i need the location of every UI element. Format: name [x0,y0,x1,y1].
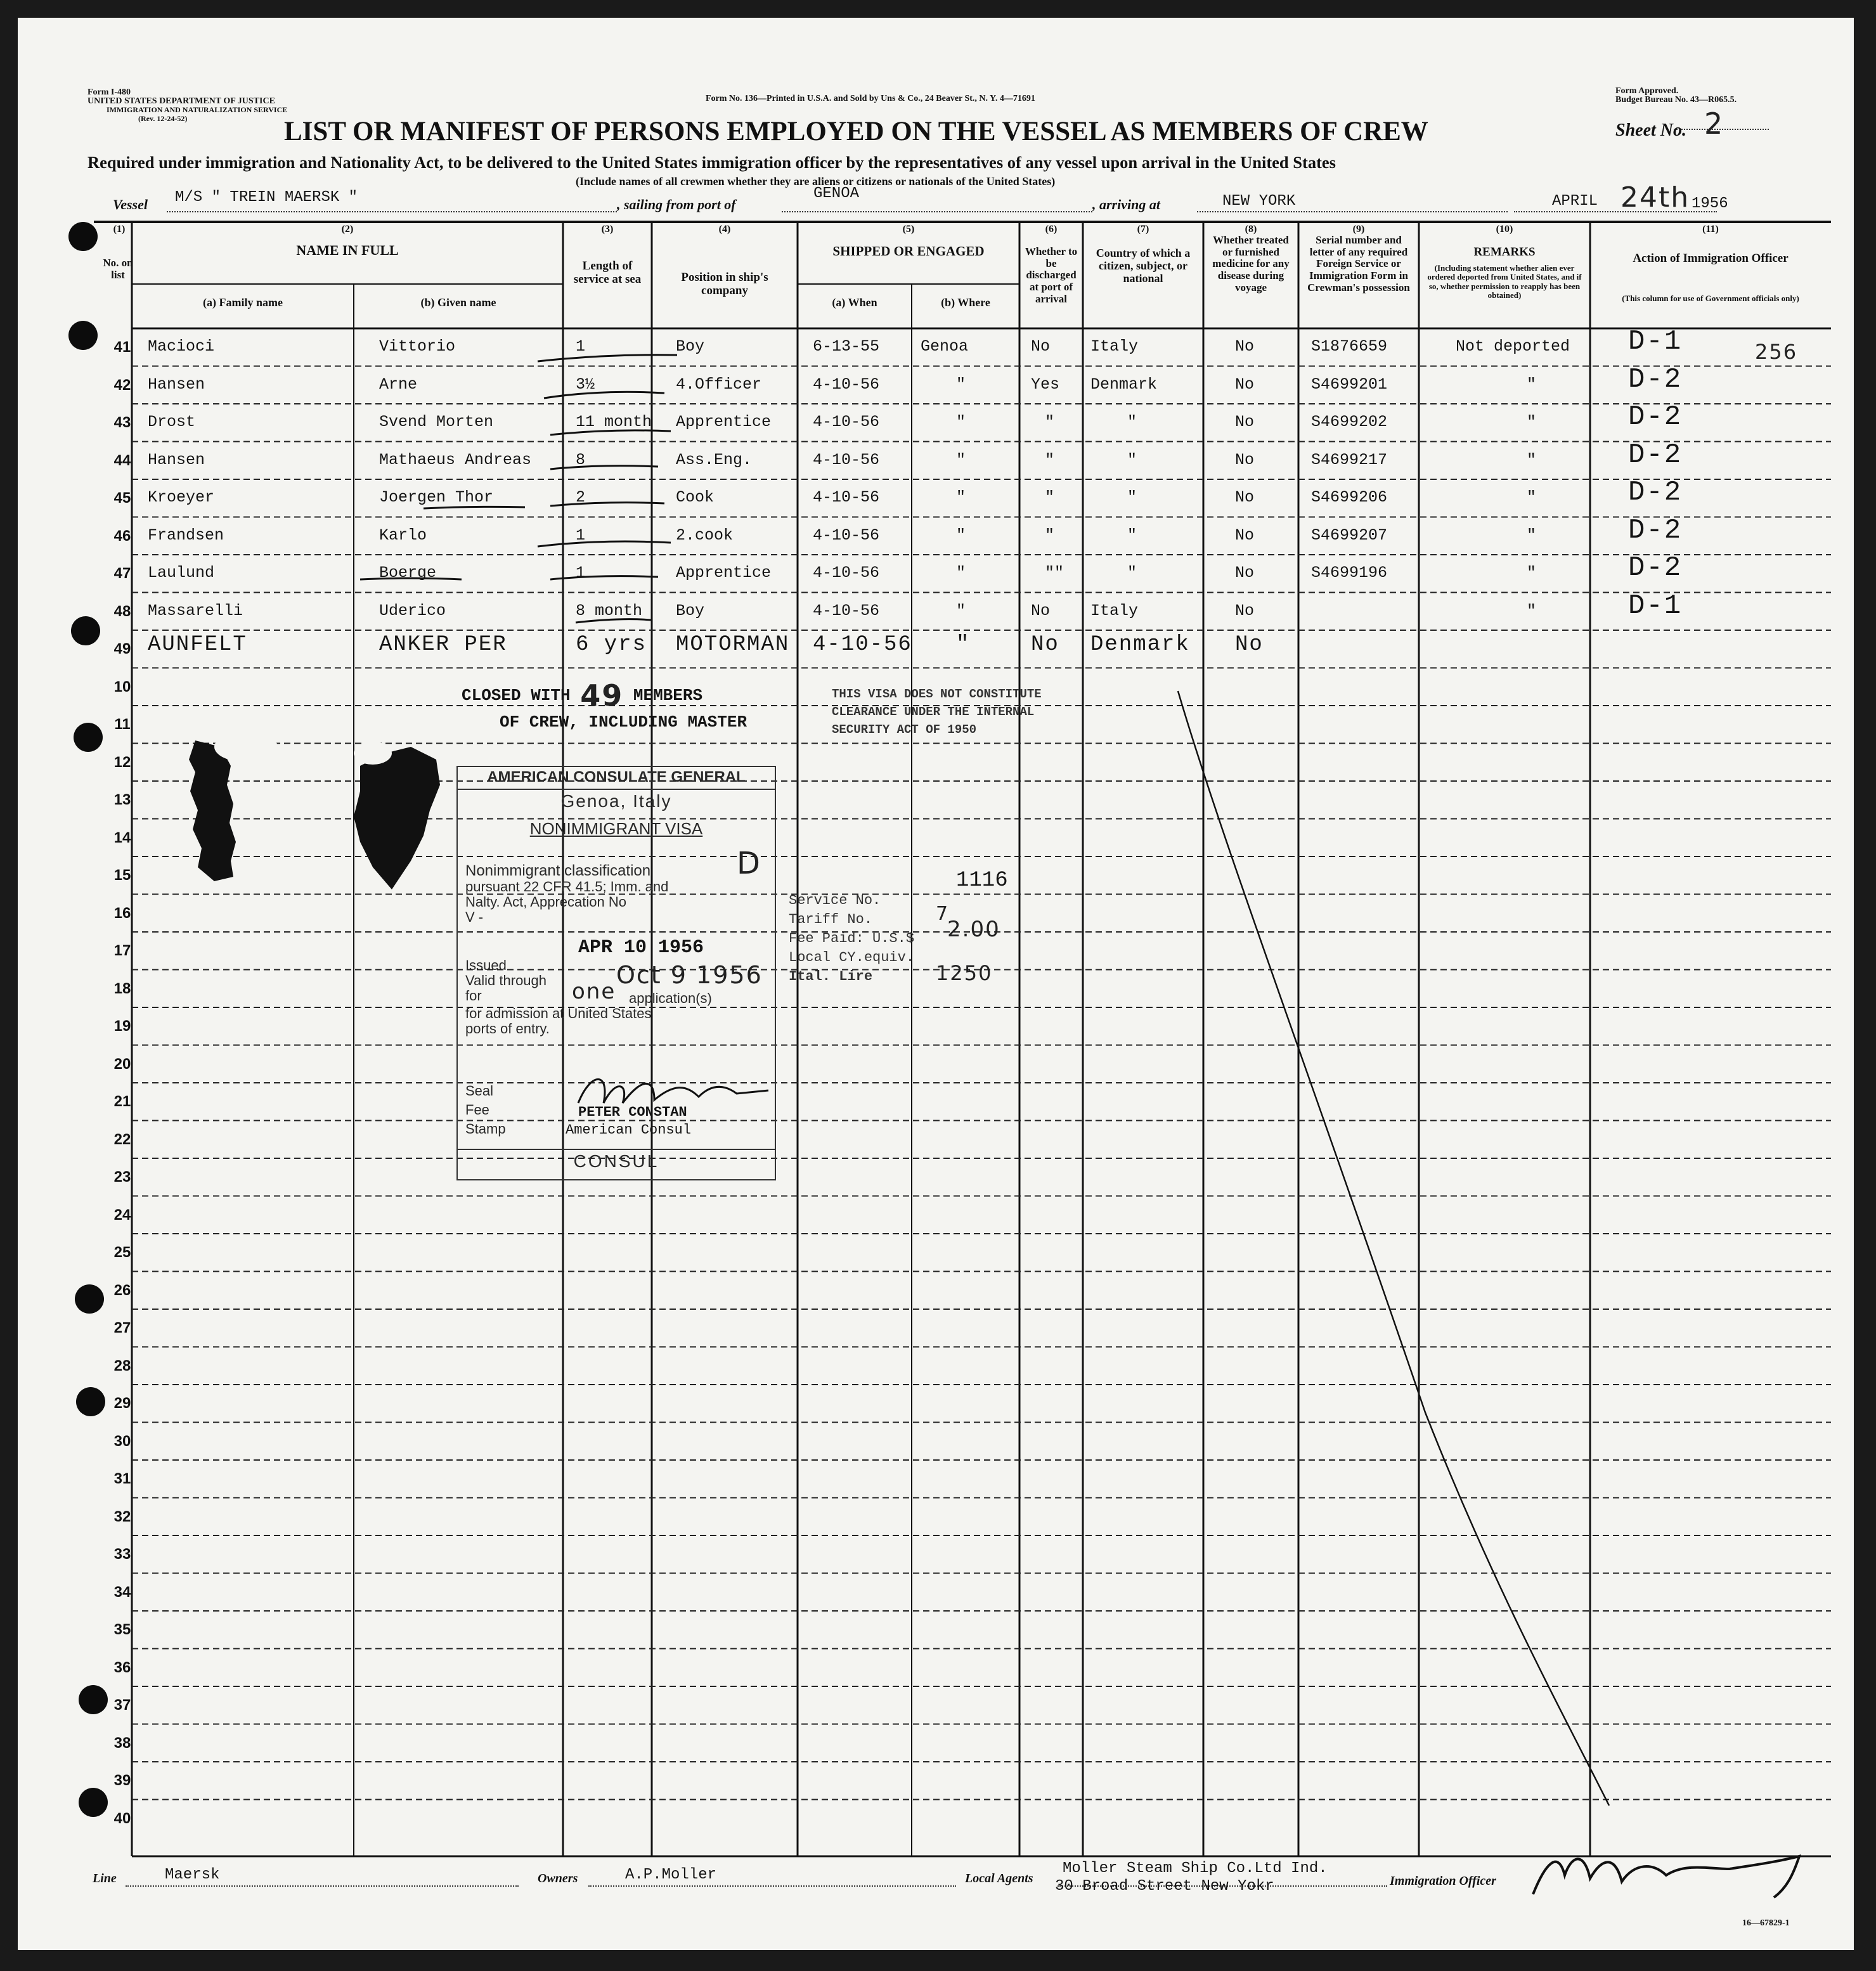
officer-signature [1520,1837,1825,1907]
sailing-port: GENOA [813,185,860,202]
crew-serial: S4699207 [1311,526,1388,545]
printer-note: Form No. 136—Printed in U.S.A. and Sold by Uns & Co., 24 Beaver St., N. Y. 4—71691 [706,94,1035,103]
visa-issued-label: Issued [465,957,507,973]
visa-valid-label: Valid through [465,973,547,988]
crew-medical: No [1235,413,1255,431]
crew-position: Boy [676,337,705,356]
crew-remarks: " [1527,375,1537,394]
fee-paid-amount: 2.00 [947,917,1000,942]
crew-medical: No [1235,337,1255,356]
crew-action: D-2 [1628,552,1683,584]
crew-discharge: " [1045,526,1055,545]
crew-country: Denmark [1090,633,1190,657]
visa-ports: ports of entry. [465,1021,550,1037]
closing-line-2: OF CREW, INCLUDING MASTER [500,713,747,732]
agency-line-2: IMMIGRATION AND NATURALIZATION SERVICE [107,105,288,114]
row-number: 15 [113,867,131,884]
row-number: 30 [113,1432,131,1450]
crew-country: Italy [1090,337,1139,356]
crew-where: " [956,633,971,657]
arriving-label: , arriving at [1092,197,1160,212]
visa-pursuant: pursuant 22 CFR 41.5; Imm. and [465,879,669,895]
row-number: 39 [113,1772,131,1789]
col-1-number: (1) [113,224,126,235]
crew-country: Denmark [1090,375,1158,394]
crew-action: D-2 [1628,401,1683,433]
row-number: 22 [113,1130,131,1148]
col-6-number: (6) [1045,224,1058,235]
crew-remarks: Not deported [1456,337,1570,356]
crew-when: 4-10-56 [813,413,880,431]
crew-country: " [1127,488,1137,507]
crew-family: Hansen [148,450,205,469]
fee-tariff-label: Tariff No. [789,912,873,927]
row-number: 29 [113,1395,131,1412]
footer-owners-label: Owners [538,1871,578,1885]
security-note-1: THIS VISA DOES NOT CONSTITUTE [832,687,1042,701]
crew-medical: No [1235,526,1255,545]
col-family-name: (a) Family name [203,296,283,309]
col-remarks: REMARKS [1473,245,1536,259]
crew-given: Mathaeus Andreas [379,450,532,469]
consul-title: American Consul [566,1122,692,1138]
row-number: 21 [113,1093,131,1110]
col-immigration-action: Action of Immigration Officer [1633,252,1789,265]
side-number-256: 256 [1755,340,1798,364]
crew-discharge: No [1031,633,1059,657]
crew-where: " [956,601,966,620]
crew-action: D-2 [1628,439,1683,471]
security-note-2: CLEARANCE UNDER THE INTERNAL [832,705,1035,719]
crew-action: D-1 [1628,326,1683,358]
fee-lire-amount: 1250 [936,961,993,985]
row-number: 10 [113,678,131,695]
visa-classification-label: Nonimmigrant classification [465,862,651,879]
row-number: 26 [113,1281,131,1299]
crew-position: 2.cook [676,526,734,545]
row-number: 17 [113,942,131,959]
crew-family: Kroeyer [148,488,215,507]
col-medicine: Whether treated or furnished medicine for any disease during voyage [1212,234,1290,294]
crew-when: 6-13-55 [813,337,880,356]
row-number: 23 [113,1168,131,1186]
row-number: 18 [113,979,131,997]
crew-given: ANKER PER [379,633,507,657]
col-length-of-service: Length of service at sea [573,259,642,286]
crew-position: 4.Officer [676,375,762,394]
row-number: 19 [113,1018,131,1035]
crew-service: 8 month [576,601,643,620]
visa-type: NONIMMIGRANT VISA [529,819,703,838]
crew-family: Drost [148,413,196,431]
crew-family: Frandsen [148,526,224,545]
embossed-seal-marks [170,715,468,905]
crew-action: D-2 [1628,363,1683,396]
crew-serial: S4699201 [1311,375,1388,394]
visa-application: application(s) [629,990,712,1006]
fee-tariff-number: 7 [936,903,950,925]
closing-count: 49 [580,678,624,713]
crew-discharge: " [1045,450,1055,469]
crew-given: Vittorio [379,337,456,356]
col-when: (a) When [832,296,877,309]
crew-action: D-2 [1628,477,1683,508]
crew-given: Arne [379,375,418,394]
row-number: 42 [113,376,131,394]
subtitle: Required under immigration and Nationality Act, to be delivered to the United States immigration officer by the representatives of any vessel upon arrival in the United States [87,153,1336,172]
visa-seal: Seal [465,1083,494,1099]
visa-valid-date: Oct 9 1956 [616,961,763,989]
col-4-number: (4) [718,224,731,235]
crew-where: " [956,450,966,469]
fee-paid-label: Fee Paid: U.S.$ [789,931,915,947]
crew-serial: S4699206 [1311,488,1388,507]
sailing-label: , sailing from port of [617,197,736,212]
crew-where: " [956,488,966,507]
agency-line-1: UNITED STATES DEPARTMENT OF JUSTICE [87,96,275,106]
crew-medical: No [1235,633,1264,657]
form-id: Form I-480 [87,87,131,97]
crew-given: Svend Morten [379,413,494,431]
col-9-number: (9) [1352,224,1365,235]
form-revision: (Rev. 12-24-52) [138,114,188,123]
arriving-port: NEW YORK [1222,193,1296,210]
crew-when: 4-10-56 [813,633,912,657]
vessel-name: M/S " TREIN MAERSK " [175,189,358,206]
crew-medical: No [1235,601,1255,620]
crew-position: MOTORMAN [676,633,790,657]
consul-name: PETER CONSTAN [578,1104,687,1120]
row-number: 27 [113,1319,131,1336]
crew-position: Apprentice [676,413,772,431]
crew-where: " [956,375,966,394]
crew-family: Macioci [148,337,215,356]
crew-discharge: " [1045,413,1055,431]
crew-service: 2 [576,488,586,507]
crew-remarks: " [1527,413,1537,431]
col-10-number: (10) [1496,224,1513,235]
row-number: 36 [113,1658,131,1676]
footer-agents-label: Local Agents [965,1871,1033,1885]
col-given-name: (b) Given name [420,296,496,309]
crew-service: 1 [576,564,586,582]
row-number: 46 [113,527,131,545]
crew-service: 8 [576,450,586,469]
fee-local-label: Local CY.equiv. [789,950,915,966]
crew-action: D-2 [1628,514,1683,546]
visa-issued-date: APR 10 1956 [578,937,704,959]
crew-medical: No [1235,488,1255,507]
row-number: 34 [113,1583,131,1601]
footer-line: Maersk [165,1866,220,1884]
row-number: 12 [113,753,131,771]
form-approved: Form Approved. [1615,86,1679,96]
crew-family: Hansen [148,375,205,394]
crew-serial: S1876659 [1311,337,1388,356]
arrival-month: APRIL [1552,193,1598,210]
crew-given: Joergen Thor [379,488,494,507]
footer-officer-label: Immigration Officer [1390,1874,1496,1888]
footer-line-label: Line [93,1871,117,1885]
col-action-note: (This column for use of Government officials only) [1622,294,1799,303]
crew-where: " [956,564,966,582]
sheet-number: 2 [1704,107,1724,141]
crew-service: 11 month [576,413,652,431]
visa-v: V - [465,909,484,925]
visa-fee: Fee [465,1102,489,1118]
crew-service: 6 yrs [576,633,647,657]
crew-family: Laulund [148,564,215,582]
col-where: (b) Where [941,296,990,309]
crew-serial: S4699217 [1311,450,1388,469]
row-number: 31 [113,1470,131,1487]
col-8-number: (8) [1245,224,1257,235]
crew-position: Ass.Eng. [676,450,753,469]
crew-family: AUNFELT [148,633,247,657]
row-number: 33 [113,1546,131,1563]
crew-when: 4-10-56 [813,375,880,394]
visa-admission: for admission at United States [465,1005,652,1021]
arrival-day: 24th [1620,181,1690,214]
fee-service-label: Service No. [789,893,881,908]
row-number: 16 [113,904,131,922]
crew-country: " [1127,413,1137,431]
row-number: 43 [113,414,131,431]
row-number: 32 [113,1508,131,1525]
row-number: 45 [113,489,131,507]
vessel-label: Vessel [113,197,148,212]
crew-discharge: Yes [1031,375,1060,394]
col-11-number: (11) [1702,224,1719,235]
crew-action: D-1 [1628,590,1683,622]
row-number: 20 [113,1055,131,1073]
crew-service: 3½ [576,375,595,394]
col-position: Position in ship's company [681,271,768,297]
visa-stamp [456,766,776,1180]
crew-remarks: " [1527,526,1537,545]
crew-country: " [1127,526,1137,545]
col-serial-number: Serial number and letter of any required Foreign Service or Immigration Form in Crewman's possession [1307,234,1410,294]
crew-country: " [1127,450,1137,469]
crew-remarks: " [1527,601,1537,620]
crew-discharge: " [1045,488,1055,507]
crew-where: " [956,526,966,545]
crew-medical: No [1235,564,1255,582]
row-number: 37 [113,1696,131,1714]
col-country: Country of which a citizen, subject, or national [1096,247,1191,285]
footer-agents-2: 30 Broad Street New Yokr [1055,1878,1274,1895]
crew-medical: No [1235,450,1255,469]
crew-remarks: " [1527,450,1537,469]
arrival-year: 1956 [1692,195,1728,212]
crew-discharge: No [1031,337,1051,356]
row-number: 49 [113,640,131,657]
fee-service-number: 1116 [956,869,1008,893]
row-number: 11 [114,716,131,733]
crew-when: 4-10-56 [813,488,880,507]
crew-serial: S4699202 [1311,413,1388,431]
crew-given: Boerge [379,564,437,582]
col-no-on-list: No. on list [103,257,133,281]
crew-when: 4-10-56 [813,526,880,545]
fee-lire-label: Ital. Lire [789,969,873,985]
row-number: 40 [113,1809,131,1827]
row-number: 47 [113,565,131,582]
crew-discharge: "" [1045,564,1064,582]
visa-one: one [572,979,616,1004]
col-shipped-engaged: SHIPPED OR ENGAGED [832,243,985,259]
footer-owners: A.P.Moller [625,1866,717,1884]
crew-service: 1 [576,526,586,545]
visa-consul: CONSUL [573,1151,659,1171]
security-note-3: SECURITY ACT OF 1950 [832,723,977,737]
row-number: 35 [113,1621,131,1638]
row-number: 13 [113,791,131,808]
crew-given: Karlo [379,526,427,545]
crew-discharge: No [1031,601,1051,620]
row-number: 48 [113,602,131,620]
crew-where: " [956,413,966,431]
crew-remarks: " [1527,564,1537,582]
row-number: 41 [113,339,131,356]
row-number: 24 [113,1206,131,1224]
footer-agents-1: Moller Steam Ship Co.Ltd Ind. [1063,1860,1328,1877]
crew-where: Genoa [921,337,969,356]
visa-nalty: Nalty. Act, Apprecation No [465,894,626,910]
row-number: 28 [113,1357,131,1374]
crew-family: Massarelli [148,601,243,620]
col-name-in-full: NAME IN FULL [296,242,399,258]
budget-bureau: Budget Bureau No. 43—R065.5. [1615,95,1737,105]
visa-classification: D [737,846,761,881]
row-number: 14 [113,829,131,846]
visa-for: for [465,988,482,1004]
crew-medical: No [1235,375,1255,394]
col-3-number: (3) [601,224,614,235]
visa-city: Genoa, Italy [560,791,672,811]
crew-when: 4-10-56 [813,450,880,469]
col-discharged: Whether to be discharged at port of arrival [1025,245,1078,305]
crew-position: Cook [676,488,715,507]
manifest-title: LIST OR MANIFEST OF PERSONS EMPLOYED ON THE VESSEL AS MEMBERS OF CREW [284,117,1428,146]
footer-form-code: 16—67829-1 [1742,1918,1790,1928]
crew-country: " [1127,564,1137,582]
crew-serial: S4699196 [1311,564,1388,582]
crew-given: Uderico [379,601,446,620]
manifest-document [18,18,1854,1950]
crew-when: 4-10-56 [813,564,880,582]
crew-country: Italy [1090,601,1139,620]
col-2-number: (2) [341,224,354,235]
row-number: 38 [113,1734,131,1752]
row-number: 44 [113,451,131,469]
include-note: (Include names of all crewmen whether they are aliens or citizens or nationals of the United States) [576,175,1056,188]
visa-consulate: AMERICAN CONSULATE GENERAL [487,768,746,785]
sheet-label: Sheet No. [1615,120,1686,140]
col-7-number: (7) [1137,224,1149,235]
visa-stamp-label: Stamp [465,1121,506,1137]
col-remarks-note: (Including statement whether alien ever ordered deported from United States, and if so, whether permission to reapply has been obtained) [1427,263,1582,300]
crew-position: Boy [676,601,705,620]
row-number: 25 [113,1244,131,1261]
crew-service: 1 [576,337,586,356]
crew-position: Apprentice [676,564,772,582]
crew-remarks: " [1527,488,1537,507]
crew-when: 4-10-56 [813,601,880,620]
col-5-number: (5) [902,224,915,235]
closing-line-1: CLOSED WITH 49 MEMBERS [462,678,703,713]
